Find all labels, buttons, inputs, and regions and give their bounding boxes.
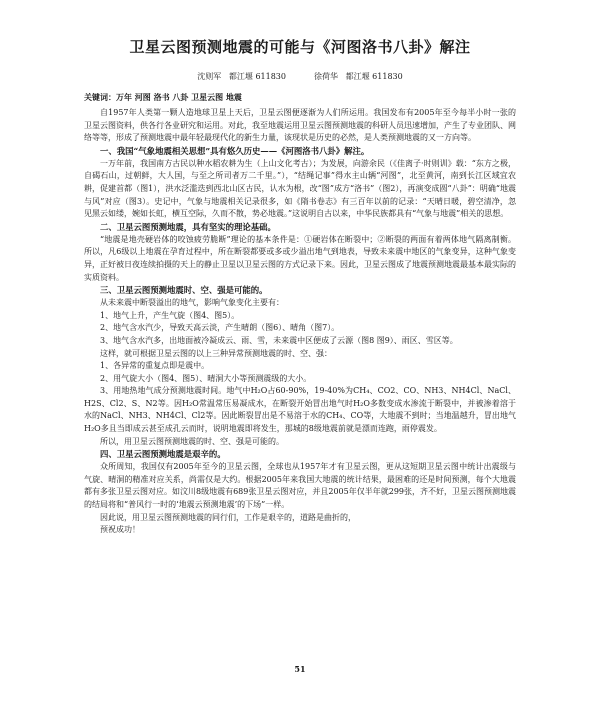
keywords-label: 关键词：: [84, 92, 116, 102]
section-4-paragraph: 众所周知，我国仅有2005年至今的卫星云图，全球也从1957年才有卫星云图，更从这短期卫星云图中统计出震级与气旋、晴洞的精准对应关系，尚需仅是大约。根据2005年来我国大地震的统计结果，最困难的还是时间预测，每个大地震都有多张卫星云图对应。如汶川8级地震有689张卫星云图对应，并且2005年仅半年就299张，齐不好，卫星云图预测地震的结局将和“普风行一时的‘地震云预测地震’的下场”一样。: [84, 462, 516, 510]
section-3-item-1: 1、地气上升，产生气旋（图4、图5）。: [100, 310, 240, 320]
section-3-lead: 从未来震中断裂溢出的地气，影响气象变化主要有：: [100, 298, 284, 308]
section-3-item-3: 3、地气含水汽多，出地面被冷凝成云、雨、雪，未来震中区便成了云源（图8 图9）、雨区、雪区等。: [100, 335, 458, 345]
page-number: 51: [294, 664, 306, 674]
keywords-text: 万年 河图 洛书 八卦 卫星云图 地震: [116, 92, 242, 102]
section-3-method-2: 2、用气旋大小（图4、图5）、晴洞大小等预测震级的大小。: [100, 373, 312, 383]
section-3-lead-2: 这样，就可根据卫星云图的以上三种异常预测地震的时、空、强：: [100, 348, 332, 358]
section-3-method-1: 1、各异常的重复点即是震中。: [100, 361, 210, 371]
section-4-heading: 四、卫星云图预测地震是艰辛的。: [100, 449, 226, 460]
section-4-final: 预祝成功！: [100, 525, 140, 535]
author-2: [314, 71, 403, 82]
intro-paragraph: 自1957年人类第一颗人造地球卫星上天后，卫星云图便逐渐为人们所运用。我国发布有2005年至今每半小时一张的卫星云图资料，供各行各业研究和运用。对此，我至地震运用卫星云图预测地震的科研人员迅速增加，产生了专业团队、网络等等，形成了预测地震中最年轻最现代化的新生力量，该现状是历史的必然，是人类预测地震的又一方向等。: [84, 108, 516, 143]
author-1-name: 沈则军: [197, 72, 222, 81]
section-4-closing: 因此说，用卫星云图预测地震的同行们，工作是艰辛的，道路是曲折的，: [100, 512, 356, 522]
section-2-paragraph: “地震是地壳硬岩体的咬蚀疲劳脆断”理论的基本条件是：①硬岩体在断裂中；②断裂的两面有着两体地气隔离制衡。所以，凡6级以上地震在孕育过程中，所在断裂都要或多或少溢出地气到地表，导致未来震中地区的气象变异，这种气象变异，正好被日夜连续拍摄的天上的静止卫星以卫星云图的方式记录下来。因此，卫星云图成了地震预测地震最基本最实际的实质资料。: [84, 234, 516, 282]
section-2-heading: 二、卫星云图预测地震，具有坚实的理论基础。: [100, 221, 276, 232]
section-3-method-3: 3、用地热地气成分预测地震时间。地气中H₂O占60-90%，19-40%为CH₄、CO2、CO、NH3、NH4Cl、NaCl、H2S、Cl2、S、N2等。因H₂O常温常压易凝成水，在断裂开始冒出地气时H₂O多数变成水渗流于断裂中，并被渗着溶于水的NaCl、NH3、NH4Cl、Cl2等。因此断裂冒出是不易溶于水的CH₄、CO等，大地震不到时；当地温越升，冒出地气H₂O多且当即成云甚至成孔云而时，说明地震即将发生，那城的8级地震前就是漂而连跑，雨停震发。: [84, 386, 516, 434]
keywords-line: [84, 92, 516, 103]
author-2-name: 徐荷华: [314, 72, 338, 81]
author-1-org: 都江堰 611830: [228, 72, 286, 81]
section-1-paragraph: 一万年前，我国南方古民以种水稻农耕为生（上山文化考古）；为发展，向游余民（《佳离子·时则训》载：“东方之极，自碣石山，过朝鲜，大人国，与至之所司者万二千里。”），“结绳记事”得水主山辆“河图”，北至黄河，南到长江区域宜农耕，促建首都（图1），洪水泛滥迭到西北山区古民，认水为根，改“图”成方“洛书”（图2），再演变成圆“八卦”：明确“地震与风”对应（图3）。史记中，气象与地震相关记录很多，如《隋书卷志》有三百年以前的记录：“天晴日暖，碧空清净，忽见黑云如缕，婉如长虹，横互空际，久而不散，势必地震。”这说明自古以来，中华民族都具有“气象与地震”相关的思想。: [84, 158, 516, 219]
author-line: [84, 71, 516, 82]
section-3-conclusion: 所以，用卫星云图预测地震的时、空、强是可能的。: [100, 436, 284, 446]
section-3-item-2: 2、地气含水汽少，导致天高云淡，产生晴朗（图6）、晴角（图7）。: [100, 323, 340, 333]
author-2-org: 都江堰 611830: [345, 72, 403, 81]
section-1-heading: 一、我国“气象地震相关思想”具有悠久历史——《河图洛书八卦》解注。: [100, 145, 370, 156]
paper-title: 卫星云图预测地震的可能与《河图洛书八卦》解注: [129, 38, 471, 56]
author-1: [197, 71, 286, 82]
section-3-heading: 三、卫星云图预测地震时、空、强是可能的。: [100, 285, 268, 296]
